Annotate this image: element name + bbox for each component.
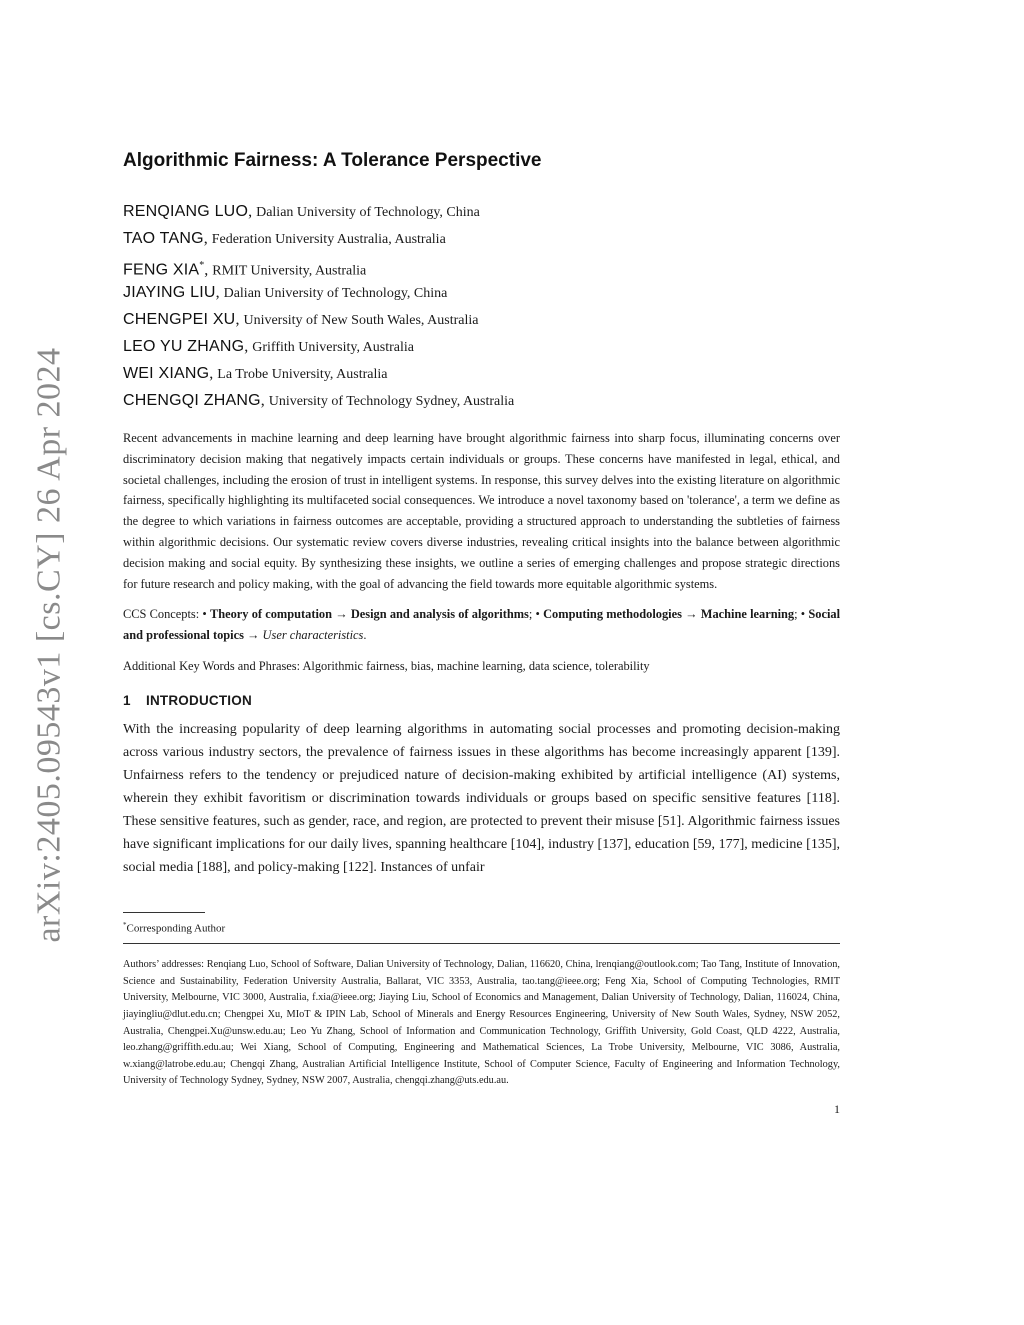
- author-name: CHENGQI ZHANG: [123, 392, 261, 409]
- ccs-bullet: •: [535, 607, 540, 622]
- author-affiliation: Griffith University, Australia: [252, 340, 415, 355]
- author-affiliation: University of New South Wales, Australia: [243, 313, 479, 328]
- footnote-text: Corresponding Author: [126, 922, 226, 935]
- ccs-arrow: →: [243, 628, 263, 643]
- footnote-mark: *: [123, 921, 127, 929]
- page-number: 1: [834, 1102, 840, 1116]
- keywords: Additional Key Words and Phrases: Algorithmic fairness, bias, machine learning, data science, tolerability: [123, 658, 650, 673]
- ccs-arrow: →: [332, 607, 351, 622]
- author-affiliation: La Trobe University, Australia: [217, 367, 388, 382]
- ccs-concept: Machine learning: [700, 607, 795, 622]
- ccs-concept: Design and analysis of algorithms: [350, 607, 529, 622]
- arxiv-stamp-text: arXiv:2405.09543v1 [cs.CY] 26 Apr 2024: [31, 347, 68, 943]
- section-title: INTRODUCTION: [146, 692, 252, 708]
- author-name: LEO YU ZHANG: [123, 338, 245, 355]
- author-affiliation: RMIT University, Australia: [212, 263, 367, 279]
- author-name: RENQIANG LUO: [123, 203, 249, 220]
- author-affiliation: Dalian University of Technology, China: [223, 286, 448, 301]
- author-affiliation: University of Technology Sydney, Australia: [268, 394, 515, 409]
- ccs-arrow: →: [681, 607, 701, 622]
- ccs-separator: ;: [794, 607, 801, 622]
- ccs-separator: ;: [528, 607, 536, 622]
- author-entry: WEI XIANG, La Trobe University, Australia: [123, 365, 388, 382]
- ccs-concept: Computing methodologies: [543, 607, 682, 622]
- ccs-concept: Theory of computation: [209, 607, 333, 622]
- ccs-bullet: •: [800, 607, 806, 622]
- ccs-bullet: •: [202, 607, 207, 622]
- author-name: JIAYING LIU: [123, 284, 216, 301]
- ccs-concepts: [123, 604, 840, 646]
- arxiv-stamp: [28, 347, 72, 943]
- paper-title: Algorithmic Fairness: A Tolerance Perspective: [123, 150, 542, 171]
- author-list: [123, 198, 840, 414]
- ccs-concept: Social and professional topics: [123, 607, 841, 643]
- author-name: FENG XIA: [123, 261, 200, 279]
- author-entry: LEO YU ZHANG, Griffith University, Australia: [123, 338, 415, 355]
- author-entry: TAO TANG, Federation University Australia, Australia: [123, 230, 446, 247]
- author-entry: RENQIANG LUO, Dalian University of Technology, China: [123, 203, 480, 220]
- abstract: Recent advancements in machine learning and deep learning have brought algorithmic fairness into sharp focus, illuminating concerns over discriminatory decision making that negatively impacts certain individuals or groups. These concerns have manifested in legal, ethical, and societal challenges, including the erosion of trust in intelligent systems. In response, this survey delves into the existing literature on algorithmic fairness, specifically highlighting its multifaceted social consequences. We introduce a novel taxonomy based on 'tolerance', a term we define as the degree to which variations in fairness outcomes are acceptable, providing a structured approach to understanding the subtleties of fairness within algorithmic decisions. Our systematic review covers diverse industries, revealing critical insights into the balance between algorithmic decision making and social equity. By synthesizing these insights, we outline a series of emerging challenges and propose strategic directions for future research and policy making, with the goal of advancing the field towards more equitable algorithmic systems.: [123, 431, 840, 591]
- footnote-rule: [123, 912, 205, 913]
- author-affiliation: Dalian University of Technology, China: [256, 205, 480, 220]
- ccs-label: CCS Concepts:: [123, 607, 203, 622]
- author-name: CHENGPEI XU: [123, 311, 236, 328]
- footnote: [123, 918, 225, 936]
- paper-page: [123, 150, 840, 879]
- author-entry: CHENGQI ZHANG, University of Technology Sydney, Australia: [123, 392, 515, 409]
- author-entry: JIAYING LIU, Dalian University of Technology, China: [123, 284, 448, 301]
- addresses-rule: [123, 943, 840, 944]
- author-entry: CHENGPEI XU, University of New South Wales, Australia: [123, 311, 479, 328]
- intro-paragraph: With the increasing popularity of deep learning algorithms in automating social processes and promoting decision-making across various industry sectors, the prevalence of fairness issues in these algorithms has become increasingly apparent [139]. Unfairness refers to the tendency or prejudiced nature of decision-making exhibited by artificial intelligence (AI) systems, wherein they exhibit favoritism or discrimination towards individuals or groups based on specific sensitive features [118]. These sensitive features, such as gender, race, and region, are protected to prevent their misuse [51]. Algorithmic fairness issues have significant implications for our daily lives, spanning healthcare [104], industry [137], education [59, 177], medicine [135], social media [188], and policy-making [122]. Instances of unfair: [123, 721, 840, 875]
- corresponding-author-mark: *: [199, 260, 205, 271]
- author-name: TAO TANG: [123, 230, 204, 247]
- ccs-concept: User characteristics: [262, 628, 364, 643]
- author-entry: FENG XIA*, RMIT University, Australia: [123, 260, 367, 279]
- author-affiliation: Federation University Australia, Australia: [211, 232, 446, 247]
- section-number: 1: [123, 692, 131, 708]
- author-addresses: Authors’ addresses: Renqiang Luo, School of Software, Dalian University of Technology, Dalian, 116620, China, lrenqiang@outlook.com; Tao Tang, Institute of Innovation, Science and Sustainability, Federation University Australia, Ballarat, VIC 3353, Australia, tao.tang@ieee.org; Feng Xia, School of Computing Technologies, RMIT University, Melbourne, VIC 3000, Australia, f.xia@ieee.org; Jiaying Liu, School of Economics and Management, Dalian University of Technology, Dalian, 116024, China, jiayingliu@dlut.edu.cn; Chengpei Xu, MIoT & IPIN Lab, School of Minerals and Energy Resources Engineering, University of New South Wales, Sydney, NSW 2052, Australia, Chengpei.Xu@unsw.edu.au; Leo Yu Zhang, School of Information and Communication Technology, Griffith University, Gold Coast, QLD 4222, Australia, leo.zhang@griffith.edu.au; Wei Xiang, School of Computing, Engineering and Mathematical Sciences, La Trobe University, Melbourne, VIC 3086, Australia, w.xiang@latrobe.edu.au; Chengqi Zhang, Australian Artificial Intelligence Institute, School of Computer Science, Faculty of Engineering and Information Technology, University of Technology Sydney, Sydney, NSW 2007, Australia, chengqi.zhang@uts.edu.au.: [123, 959, 840, 1087]
- section-heading: [123, 693, 840, 708]
- ccs-end: .: [363, 628, 367, 643]
- author-name: WEI XIANG: [123, 365, 210, 382]
